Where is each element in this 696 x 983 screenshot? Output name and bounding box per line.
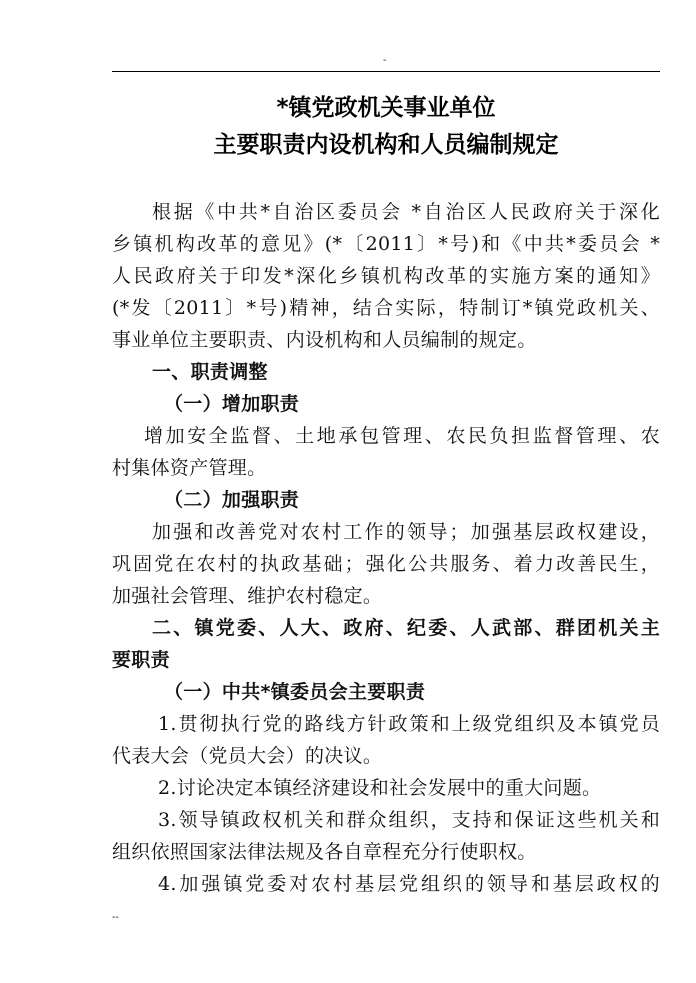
list-item: 3.领导镇政权机关和群众组织，支持和保证这些机关和 [158,809,660,831]
paragraph-line: 村集体资产管理。 [112,457,267,479]
paragraph-line: 加强和改善党对农村工作的领导；加强基层政权建设， [152,521,660,543]
section-heading-main-duties: 二、镇党委、人大、政府、纪委、人武部、群团机关主 [152,617,660,639]
subsection-heading-strengthened-duties: （二）加强职责 [164,489,300,511]
list-item-cont: 代表大会（党员大会）的决议。 [112,745,383,767]
subsection-heading-party-committee: （一）中共*镇委员会主要职责 [164,681,426,703]
section-heading-main-duties-cont: 要职责 [112,649,170,671]
list-item-cont: 组织依照国家法律法规及各自章程充分行使职权。 [112,841,537,863]
section-heading-duty-adjustment: 一、职责调整 [152,361,268,383]
list-item: 4.加强镇党委对农村基层党组织的领导和基层政权的 [158,873,660,895]
intro-line: 根据《中共*自治区委员会 *自治区人民政府关于深化 [152,201,660,223]
list-item: 1.贯彻执行党的路线方针政策和上级党组织及本镇党员 [158,713,660,735]
paragraph-line: 增加安全监督、土地承包管理、农民负担监督管理、农 [144,425,660,447]
document-title-line-1: *镇党政机关事业单位 [276,95,496,121]
document-title-line-2: 主要职责内设机构和人员编制规定 [213,132,559,158]
subsection-heading-added-duties: （一）增加职责 [164,393,300,415]
footer-mark: -- [112,912,119,923]
paragraph-line: 巩固党在农村的执政基础；强化公共服务、着力改善民生， [112,553,660,575]
document-body [112,196,660,900]
list-item: 2.讨论决定本镇经济建设和社会发展中的重大问题。 [158,777,602,799]
intro-line: 事业单位主要职责、内设机构和人员编制的规定。 [112,329,537,351]
header-rule [112,71,660,72]
paragraph-line: 加强社会管理、维护农村稳定。 [112,585,383,607]
intro-line: (*发〔2011〕*号)精神，结合实际，特制订*镇党政机关、 [112,297,660,319]
header-mark: - [383,55,387,66]
intro-line: 人民政府关于印发*深化乡镇机构改革的实施方案的通知》 [112,265,660,287]
intro-line: 乡镇机构改革的意见》(*〔2011〕*号)和《中共*委员会 * [112,233,660,255]
